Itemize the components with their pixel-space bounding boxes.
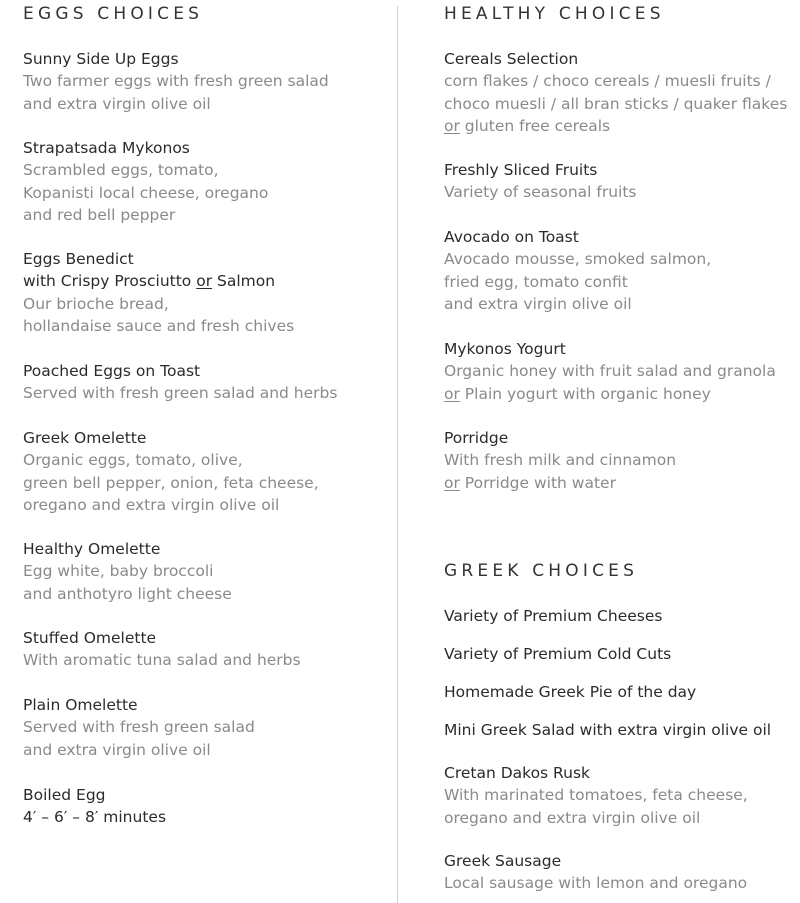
greek-section-title: GREEK CHOICES bbox=[444, 561, 639, 581]
item-desc: Organic eggs, tomato, olive, bbox=[23, 451, 243, 470]
item-desc: or Porridge with water bbox=[444, 473, 616, 492]
menu-item-greek-omelette bbox=[23, 427, 319, 516]
item-name: Greek Omelette bbox=[23, 429, 147, 447]
menu-item-cheeses bbox=[444, 605, 662, 627]
item-desc: and extra virgin olive oil bbox=[444, 294, 632, 313]
item-name: Cereals Selection bbox=[444, 50, 579, 68]
item-desc: Egg white, baby broccoli bbox=[23, 562, 214, 581]
menu-item-yogurt bbox=[444, 338, 776, 405]
item-desc: Served with fresh green salad and herbs bbox=[23, 384, 338, 403]
item-name: Cretan Dakos Rusk bbox=[444, 764, 591, 782]
item-name: Strapatsada Mykonos bbox=[23, 139, 190, 157]
item-name: Avocado on Toast bbox=[444, 228, 579, 246]
item-desc: hollandaise sauce and fresh chives bbox=[23, 316, 295, 335]
item-desc: oregano and extra virgin olive oil bbox=[444, 808, 701, 827]
menu-item-healthy-omelette bbox=[23, 538, 232, 605]
menu-item-plain-omelette bbox=[23, 694, 255, 761]
item-desc: Our brioche bread, bbox=[23, 294, 169, 313]
item-desc: With aromatic tuna salad and herbs bbox=[23, 651, 301, 670]
menu-item-poached-eggs bbox=[23, 360, 337, 405]
menu-item-greek-pie bbox=[444, 681, 696, 703]
item-name: Mykonos Yogurt bbox=[444, 340, 566, 358]
menu-item-eggs-benedict bbox=[23, 248, 294, 337]
item-name: Stuffed Omelette bbox=[23, 629, 157, 647]
item-name: Poached Eggs on Toast bbox=[23, 362, 201, 380]
menu-item-stuffed-omelette bbox=[23, 627, 301, 672]
item-name: Variety of Premium Cold Cuts bbox=[444, 645, 672, 663]
menu-item-porridge bbox=[444, 427, 676, 494]
item-desc: and extra virgin olive oil bbox=[23, 94, 211, 113]
menu-item-cold-cuts bbox=[444, 643, 671, 665]
item-name-line2: 4′ – 6′ – 8′ minutes bbox=[23, 808, 167, 827]
item-desc: Scrambled eggs, tomato, bbox=[23, 161, 219, 180]
item-name: Mini Greek Salad with extra virgin olive oil bbox=[444, 721, 772, 739]
item-desc: Organic honey with fruit salad and granola bbox=[444, 362, 776, 381]
item-desc: Served with fresh green salad bbox=[23, 718, 255, 737]
item-desc: and anthotyro light cheese bbox=[23, 584, 232, 603]
item-desc: or gluten free cereals bbox=[444, 116, 611, 135]
item-desc: Avocado mousse, smoked salmon, bbox=[444, 250, 712, 269]
item-desc: Local sausage with lemon and oregano bbox=[444, 874, 748, 893]
menu-item-strapatsada bbox=[23, 137, 268, 226]
menu-item-cereals bbox=[444, 48, 787, 137]
menu-item-greek-salad bbox=[444, 719, 771, 741]
item-desc: and extra virgin olive oil bbox=[23, 740, 211, 759]
menu-item-avocado-toast bbox=[444, 226, 711, 315]
healthy-section-title: HEALTHY CHOICES bbox=[444, 4, 665, 24]
item-name: Freshly Sliced Fruits bbox=[444, 161, 598, 179]
item-desc: With fresh milk and cinnamon bbox=[444, 451, 677, 470]
item-desc: oregano and extra virgin olive oil bbox=[23, 495, 280, 514]
item-desc: choco muesli / all bran sticks / quaker flakes bbox=[444, 94, 788, 113]
item-name: Porridge bbox=[444, 429, 509, 447]
item-desc: Two farmer eggs with fresh green salad bbox=[23, 72, 329, 91]
item-name: Sunny Side Up Eggs bbox=[23, 50, 179, 68]
menu-item-fruits bbox=[444, 159, 637, 204]
menu-item-dakos bbox=[444, 762, 748, 829]
item-name: Boiled Egg bbox=[23, 786, 106, 804]
menu-item-sausage bbox=[444, 850, 747, 895]
item-desc: fried egg, tomato confit bbox=[444, 272, 628, 291]
item-name: Variety of Premium Cheeses bbox=[444, 607, 663, 625]
item-desc: With marinated tomatoes, feta cheese, bbox=[444, 786, 748, 805]
menu-item-boiled-egg bbox=[23, 784, 166, 829]
item-name-line2: with Crispy Prosciutto or Salmon bbox=[23, 272, 276, 291]
item-name: Homemade Greek Pie of the day bbox=[444, 683, 697, 701]
eggs-section-title: EGGS CHOICES bbox=[23, 4, 204, 24]
item-desc: Variety of seasonal fruits bbox=[444, 183, 637, 202]
item-name: Eggs Benedict bbox=[23, 250, 134, 268]
item-desc: and red bell pepper bbox=[23, 205, 176, 224]
menu-item-sunny-side-up bbox=[23, 48, 329, 115]
item-name: Healthy Omelette bbox=[23, 540, 161, 558]
column-divider bbox=[397, 6, 398, 903]
item-desc: green bell pepper, onion, feta cheese, bbox=[23, 473, 319, 492]
item-desc: corn flakes / choco cereals / muesli fruits / bbox=[444, 72, 771, 91]
item-name: Greek Sausage bbox=[444, 852, 562, 870]
item-desc: Kopanisti local cheese, oregano bbox=[23, 183, 269, 202]
item-name: Plain Omelette bbox=[23, 696, 138, 714]
item-desc: or Plain yogurt with organic honey bbox=[444, 384, 711, 403]
